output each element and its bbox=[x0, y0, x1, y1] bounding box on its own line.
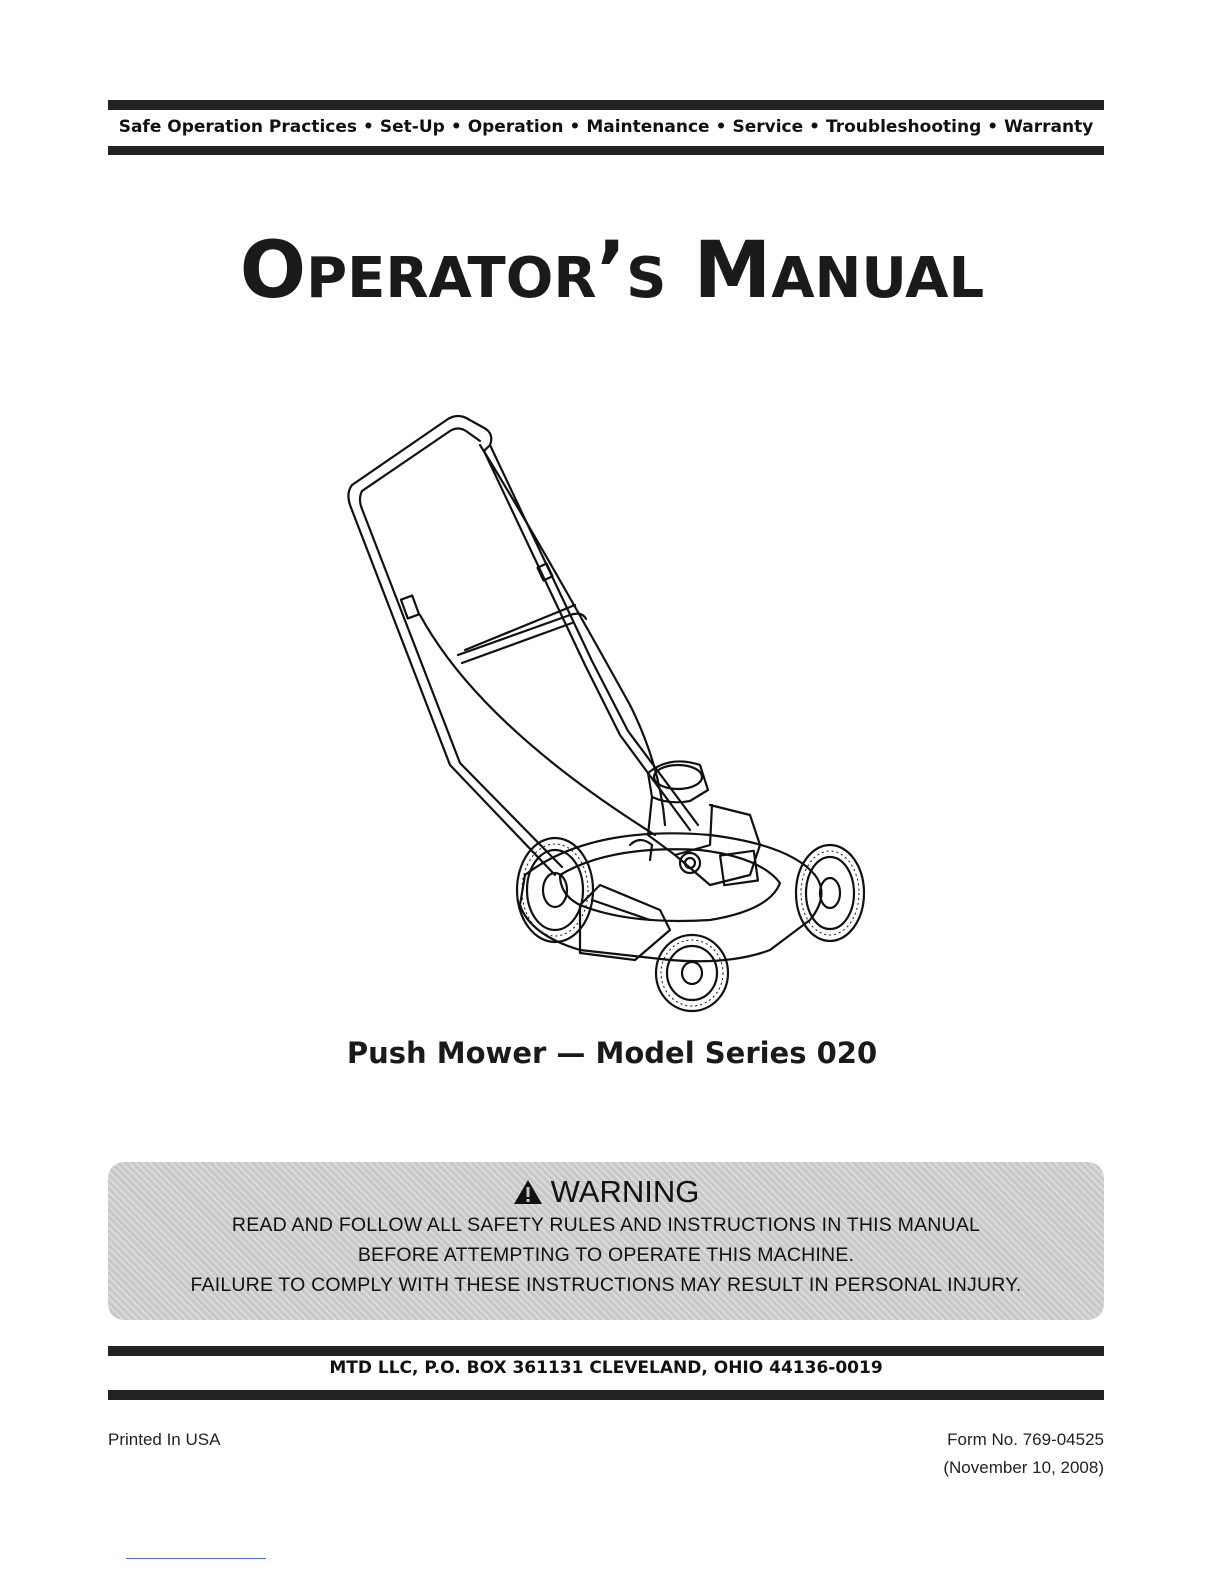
form-number: Form No. 769-04525 bbox=[947, 1430, 1104, 1449]
form-date: (November 10, 2008) bbox=[943, 1458, 1104, 1477]
title-text: PERATOR bbox=[306, 246, 597, 311]
title-space bbox=[666, 226, 693, 316]
page-title bbox=[0, 226, 1224, 316]
nav-separator: • bbox=[569, 117, 581, 137]
warning-line: FAILURE TO COMPLY WITH THESE INSTRUCTIONS MAY RESULT IN PERSONAL INJURY. bbox=[190, 1274, 1022, 1296]
nav-separator: • bbox=[715, 117, 727, 137]
nav-separator: • bbox=[809, 117, 821, 137]
model-subtitle: Push Mower — Model Series 020 bbox=[346, 1036, 878, 1070]
nav-item-safe-operation: Safe Operation Practices bbox=[118, 117, 357, 137]
title-text: ANUAL bbox=[771, 246, 985, 311]
nav-item-maintenance: Maintenance bbox=[586, 117, 710, 137]
nav-item-troubleshooting: Troubleshooting bbox=[826, 117, 982, 137]
safety-warning-box bbox=[108, 1162, 1104, 1320]
warning-heading-text: WARNING bbox=[550, 1174, 700, 1209]
top-rule-upper bbox=[108, 100, 1104, 110]
company-address: MTD LLC, P.O. BOX 361131 CLEVELAND, OHIO 44136-0019 bbox=[329, 1358, 883, 1378]
nav-item-warranty: Warranty bbox=[1004, 117, 1094, 137]
push-mower-illustration bbox=[330, 405, 890, 1015]
address-rule-upper bbox=[108, 1346, 1104, 1356]
address-rule-lower bbox=[108, 1390, 1104, 1400]
warning-line: READ AND FOLLOW ALL SAFETY RULES AND INSTRUCTIONS IN THIS MANUAL bbox=[231, 1214, 981, 1236]
warning-line: BEFORE ATTEMPTING TO OPERATE THIS MACHINE. bbox=[357, 1244, 855, 1266]
warning-triangle-icon bbox=[513, 1179, 543, 1205]
top-rule-lower bbox=[108, 146, 1104, 155]
title-text: S bbox=[626, 246, 667, 311]
nav-item-set-up: Set-Up bbox=[379, 117, 445, 137]
nav-separator: • bbox=[987, 117, 999, 137]
nav-separator: • bbox=[450, 117, 462, 137]
title-letter: M bbox=[693, 226, 772, 316]
title-letter: O bbox=[239, 226, 307, 316]
title-apostrophe: ’ bbox=[596, 226, 627, 316]
warning-heading bbox=[108, 1174, 1104, 1210]
section-nav bbox=[108, 112, 1104, 142]
nav-item-operation: Operation bbox=[467, 117, 564, 137]
printed-in-label: Printed In USA bbox=[108, 1430, 221, 1449]
nav-item-service: Service bbox=[732, 117, 804, 137]
link-underline bbox=[126, 1558, 266, 1559]
nav-separator: • bbox=[363, 117, 374, 137]
